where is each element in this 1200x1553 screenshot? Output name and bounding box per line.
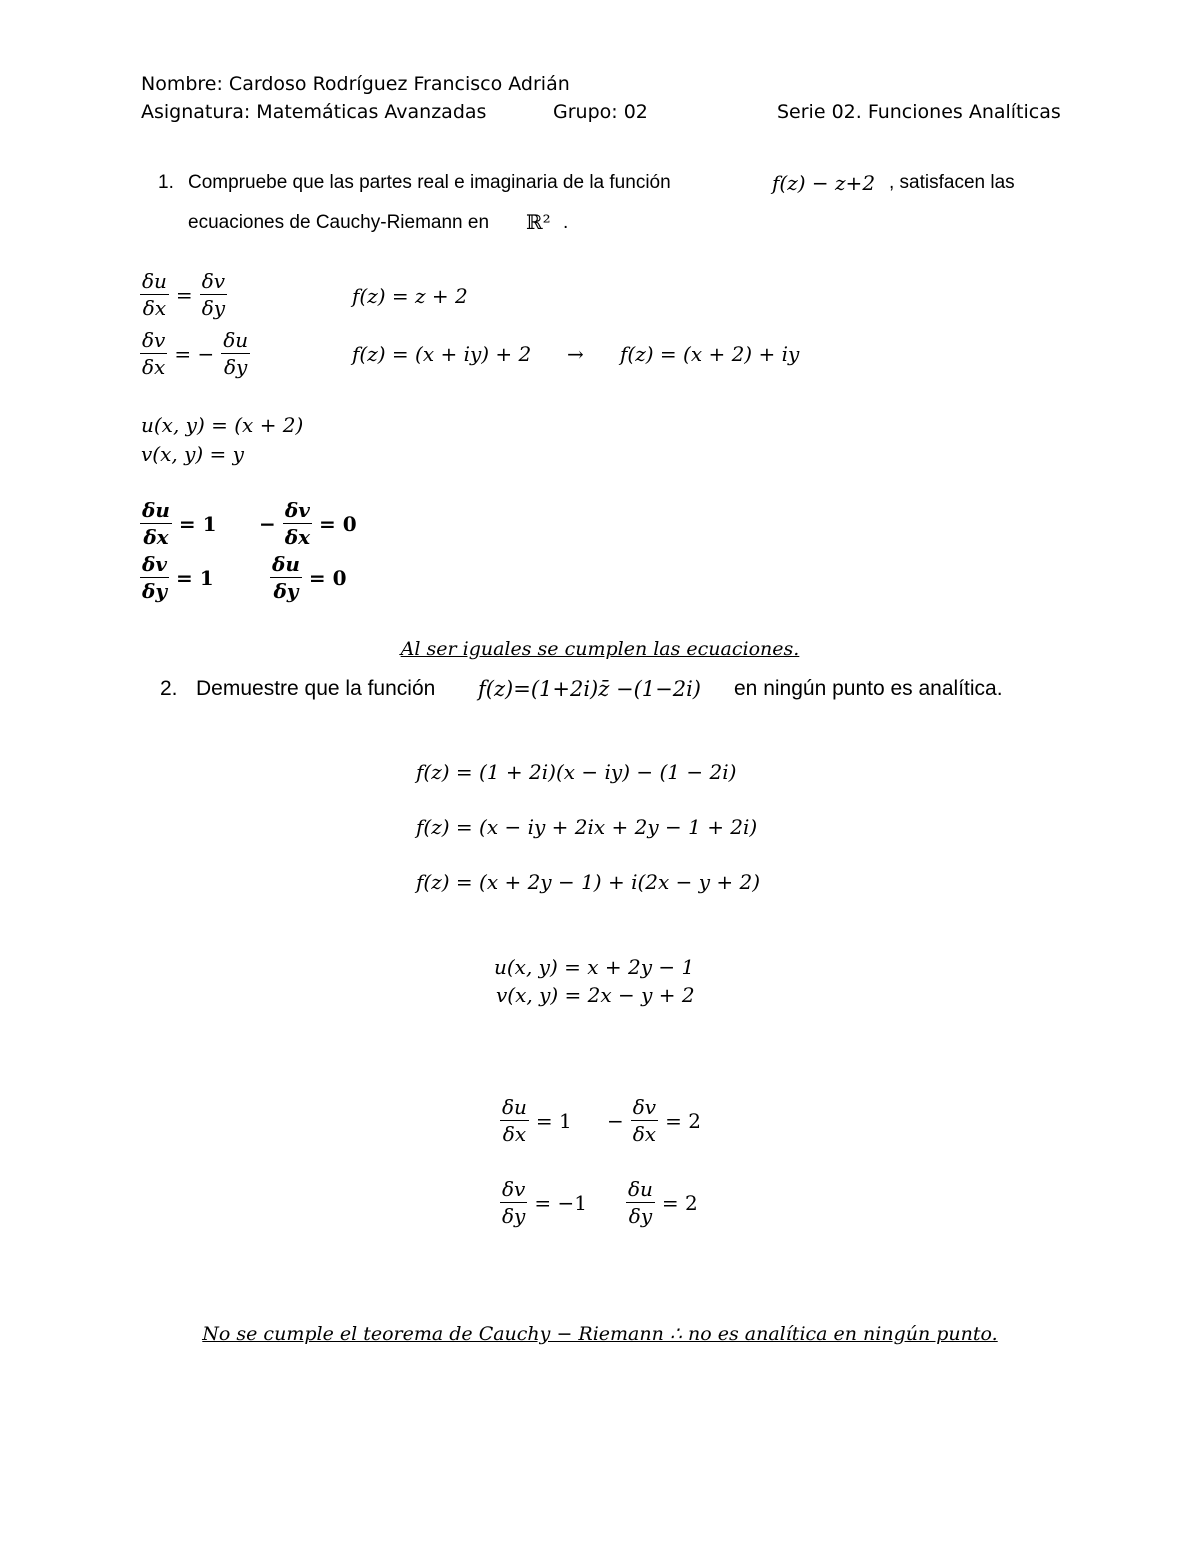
value: = −1 (534, 1190, 587, 1215)
denominator: δy (142, 579, 167, 603)
numerator: δu (142, 498, 170, 522)
problem1-text-b: , satisfacen las (889, 172, 1015, 193)
numerator: δu (628, 1177, 653, 1201)
numerator: δv (201, 269, 226, 293)
problem1-number: 1. (158, 172, 174, 193)
problem1-text-d: . (563, 212, 569, 233)
problem2-text: Demuestre que la función (196, 677, 436, 700)
expansion-step-3: f(z) = (x + 2y − 1) + i(2x − y + 2) (416, 870, 761, 894)
value: = 2 (661, 1190, 698, 1215)
derivative-du-dx (138, 497, 222, 550)
derivative-du-dy (268, 551, 352, 604)
derivative-neg-dv-dx-2 (602, 1094, 706, 1147)
denominator: δx (142, 296, 167, 320)
subject: Asignatura: Matemáticas Avanzadas (141, 101, 487, 123)
problem2-conclusion: No se cumple el teorema de Cauchy − Riemann ∴ no es analítica en ningún punto. (202, 1323, 998, 1345)
numerator: δv (284, 498, 310, 522)
denominator: δx (502, 1122, 527, 1146)
derivative-du-dx-2 (498, 1094, 577, 1147)
value: = 1 (535, 1108, 572, 1133)
denominator: δx (143, 525, 169, 549)
sign: − (607, 1108, 624, 1133)
derivative-dv-dy (138, 551, 219, 604)
expansion-step-2: f(z) = (x − iy + 2ix + 2y − 1 + 2i) (416, 815, 758, 839)
problem2-text-b: en ningún punto es analítica. (734, 677, 1003, 700)
operator: = (175, 282, 193, 307)
problem1-text: Compruebe que las partes real e imaginaria de la función (188, 172, 671, 193)
numerator: δv (632, 1095, 657, 1119)
r2-symbol: ℝ² (526, 210, 551, 234)
function-f3: f(z) = (x + 2) + iy (620, 342, 800, 366)
cauchy-riemann-eq-1 (138, 268, 229, 321)
problem1-conclusion: Al ser iguales se cumplen las ecuaciones. (400, 638, 800, 660)
problem2-function: f(z)=(1+2i)z̄ −(1−2i) (478, 677, 701, 701)
problem1-function: f(z) − z+2 (772, 171, 876, 195)
numerator: δv (142, 552, 167, 576)
derivative-du-dy-2 (624, 1176, 703, 1229)
cauchy-riemann-eq-2 (138, 327, 252, 380)
numerator: δu (142, 269, 167, 293)
derivative-neg-dv-dx (254, 497, 362, 550)
numerator: δu (223, 328, 249, 352)
denominator: δx (142, 355, 166, 379)
numerator: δu (502, 1095, 527, 1119)
sign: − (259, 511, 276, 536)
denominator: δx (632, 1122, 657, 1146)
problem2-number: 2. (160, 677, 178, 700)
arrow-icon: → (567, 342, 584, 366)
operator: = − (174, 341, 215, 366)
denominator: δy (273, 579, 299, 603)
denominator: δx (284, 525, 311, 549)
denominator: δy (628, 1204, 653, 1228)
value: = 2 (665, 1108, 701, 1133)
student-name: Nombre: Cardoso Rodríguez Francisco Adrián (141, 73, 570, 95)
numerator: δv (502, 1177, 526, 1201)
value: = 0 (308, 565, 347, 590)
problem1-text-c: ecuaciones de Cauchy-Riemann en (188, 212, 490, 233)
denominator: δy (201, 296, 226, 320)
u-definition-2: u(x, y) = x + 2y − 1 (494, 955, 695, 979)
value: = 0 (319, 511, 357, 536)
expansion-step-1: f(z) = (1 + 2i)(x − iy) − (1 − 2i) (416, 760, 737, 784)
numerator: δv (142, 328, 166, 352)
v-definition: v(x, y) = y (141, 442, 244, 466)
derivative-dv-dy-2 (498, 1176, 592, 1229)
denominator: δy (224, 355, 248, 379)
denominator: δy (502, 1204, 526, 1228)
v-definition-2: v(x, y) = 2x − y + 2 (496, 983, 695, 1007)
function-f1: f(z) = z + 2 (352, 284, 468, 308)
series-title: Serie 02. Funciones Analíticas (777, 101, 1061, 123)
function-f2: f(z) = (x + iy) + 2 (352, 342, 532, 366)
value: = 1 (178, 511, 217, 536)
u-definition: u(x, y) = (x + 2) (141, 413, 304, 437)
value: = 1 (175, 565, 214, 590)
group: Grupo: 02 (553, 101, 648, 123)
numerator: δu (272, 552, 300, 576)
